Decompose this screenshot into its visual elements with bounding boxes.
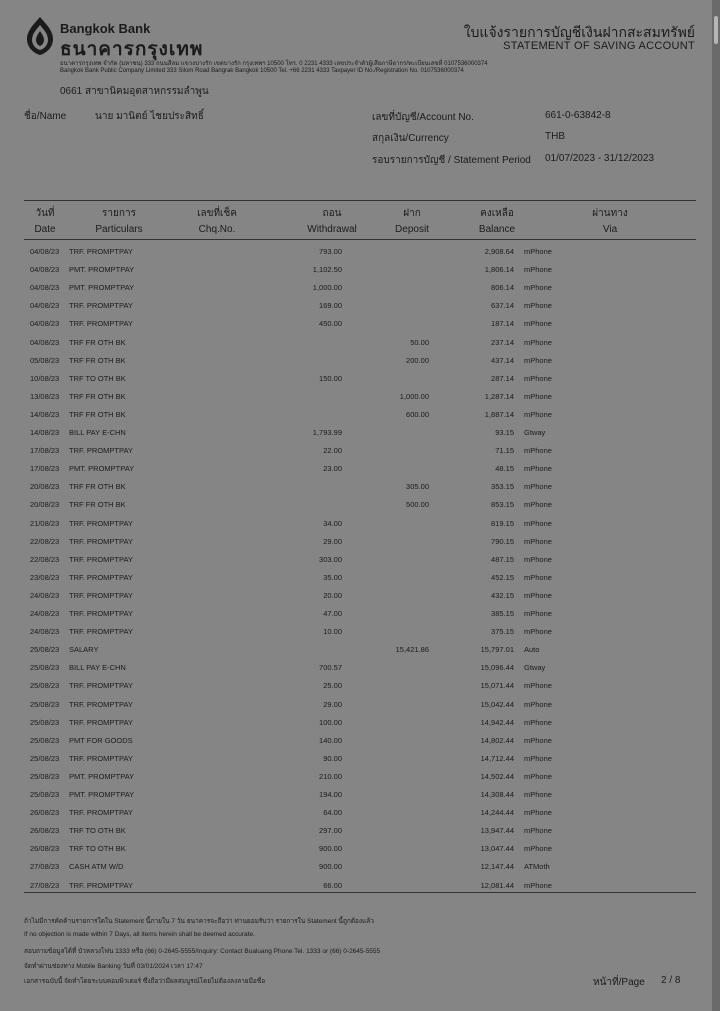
txn-balance: 287.14	[491, 373, 514, 383]
txn-balance: 432.15	[491, 590, 514, 600]
page-number: 2 / 8	[661, 975, 681, 986]
txn-particulars: TRF FR OTH BK	[69, 482, 126, 492]
bank-address-th: ธนาคารกรุงเทพ จำกัด (มหาชน) 333 ถนนสีลม แขวงบางรัก เขตบางรัก กรุงเทพฯ 10500 โทร. 0 2231 4333 เลขประจำตัวผู้เสียภาษีอากร/ทะเบียนเลขที่ 0107536000374	[60, 61, 488, 67]
txn-via: mPhone	[524, 717, 552, 727]
table-row	[0, 406, 712, 424]
bank-name-th: ธนาคารกรุงเทพ	[60, 39, 204, 60]
txn-date: 04/08/23	[30, 319, 60, 329]
table-header-rule	[24, 239, 696, 240]
txn-date: 20/08/23	[30, 500, 60, 510]
txn-particulars: CASH ATM W/D	[69, 862, 124, 872]
txn-date: 25/08/23	[30, 663, 60, 673]
table-row	[0, 605, 712, 623]
txn-deposit: 200.00	[406, 355, 429, 365]
txn-particulars: TRF. PROMPTPAY	[69, 699, 133, 709]
footer-printed: จัดทำผ่านช่องทาง Mobile Banking วันที่ 03/01/2024 เวลา 17:47	[24, 963, 203, 970]
txn-withdrawal: 34.00	[323, 518, 342, 528]
txn-date: 17/08/23	[30, 464, 60, 474]
txn-balance: 853.15	[491, 500, 514, 510]
table-row	[0, 659, 712, 677]
txn-withdrawal: 29.00	[323, 699, 342, 709]
txn-date: 25/08/23	[30, 753, 60, 763]
txn-via: Auto	[524, 645, 540, 655]
txn-particulars: TRF FR OTH BK	[69, 337, 126, 347]
table-row	[0, 587, 712, 605]
txn-particulars: TRF. PROMPTPAY	[69, 247, 133, 256]
col-particulars-th: รายการ	[102, 208, 136, 219]
txn-via: mPhone	[524, 391, 552, 401]
footer-note-en: If no objection is made within 7 Days, all items herein shall be deemed accurate.	[24, 931, 255, 938]
txn-withdrawal: 25.00	[323, 681, 342, 691]
txn-via: mPhone	[524, 681, 552, 691]
txn-withdrawal: 140.00	[319, 735, 342, 745]
txn-withdrawal: 66.00	[323, 880, 342, 890]
txn-particulars: TRF. PROMPTPAY	[69, 681, 133, 691]
txn-balance: 806.14	[491, 283, 514, 293]
txn-particulars: TRF. PROMPTPAY	[69, 319, 133, 329]
txn-date: 14/08/23	[30, 409, 60, 419]
txn-balance: 2,908.64	[484, 247, 514, 256]
txn-date: 05/08/23	[30, 355, 60, 365]
txn-withdrawal: 210.00	[319, 771, 342, 781]
txn-date: 24/08/23	[30, 609, 60, 618]
txn-particulars: PMT. PROMPTPAY	[69, 283, 135, 293]
txn-balance: 437.14	[491, 355, 514, 365]
name-value: นาย มานิตย์ ไชยประสิทธิ์	[95, 111, 204, 122]
txn-particulars: TRF. PROMPTPAY	[69, 753, 133, 763]
txn-via: mPhone	[524, 826, 552, 836]
txn-via: mPhone	[524, 500, 552, 510]
txn-via: mPhone	[524, 355, 552, 365]
txn-particulars: PMT FOR GOODS	[69, 735, 133, 745]
bangkok-bank-logo-icon	[24, 16, 56, 56]
table-row	[0, 696, 712, 714]
txn-date: 26/08/23	[30, 844, 60, 854]
bank-name-en: Bangkok Bank	[60, 21, 151, 36]
txn-via: mPhone	[524, 844, 552, 854]
scrollbar-thumb[interactable]	[714, 16, 718, 44]
txn-date: 24/08/23	[30, 627, 60, 637]
table-row	[0, 533, 712, 551]
txn-date: 04/08/23	[30, 301, 60, 311]
txn-particulars: TRF. PROMPTPAY	[69, 536, 133, 546]
txn-withdrawal: 150.00	[319, 373, 342, 383]
txn-particulars: TRF. PROMPTPAY	[69, 880, 133, 890]
txn-withdrawal: 35.00	[323, 572, 342, 582]
txn-date: 26/08/23	[30, 808, 60, 818]
txn-balance: 487.15	[491, 554, 514, 564]
txn-balance: 237.14	[491, 337, 514, 347]
txn-withdrawal: 10.00	[323, 627, 342, 637]
txn-withdrawal: 90.00	[323, 753, 342, 763]
table-row	[0, 750, 712, 768]
txn-withdrawal: 64.00	[323, 808, 342, 818]
txn-via: mPhone	[524, 409, 552, 419]
col-particulars-en: Particulars	[95, 224, 143, 235]
txn-balance: 790.15	[491, 536, 514, 546]
txn-particulars: TRF. PROMPTPAY	[69, 717, 133, 727]
txn-date: 25/08/23	[30, 735, 60, 745]
txn-balance: 14,502.44	[480, 771, 514, 781]
table-row	[0, 858, 712, 876]
txn-particulars: TRF TO OTH BK	[69, 844, 126, 854]
txn-particulars: TRF. PROMPTPAY	[69, 808, 133, 818]
txn-via: mPhone	[524, 319, 552, 329]
txn-date: 23/08/23	[30, 572, 60, 582]
txn-date: 27/08/23	[30, 880, 60, 890]
txn-particulars: PMT. PROMPTPAY	[69, 790, 135, 799]
txn-balance: 353.15	[491, 482, 514, 492]
col-date-en: Date	[34, 224, 56, 235]
txn-particulars: TRF FR OTH BK	[69, 409, 126, 419]
txn-date: 21/08/23	[30, 518, 60, 528]
txn-deposit: 50.00	[410, 337, 429, 347]
txn-balance: 819.15	[491, 518, 514, 528]
txn-balance: 93.15	[495, 428, 514, 437]
txn-date: 24/08/23	[30, 590, 60, 600]
table-row	[0, 551, 712, 569]
txn-withdrawal: 20.00	[323, 590, 342, 600]
txn-via: mPhone	[524, 572, 552, 582]
txn-balance: 14,712.44	[480, 753, 514, 763]
table-row	[0, 840, 712, 858]
txn-via: mPhone	[524, 518, 552, 528]
table-row	[0, 388, 712, 406]
txn-via: mPhone	[524, 771, 552, 781]
footer-disclaimer: เอกสารฉบับนี้ จัดทำโดยระบบคอมพิวเตอร์ ซึ่งถือว่ามีผลสมบูรณ์โดยไม่ต้องลงลายมือชื่อ	[24, 978, 266, 985]
name-label: ชื่อ/Name	[24, 111, 67, 122]
table-row	[0, 352, 712, 370]
table-row	[0, 243, 712, 261]
txn-balance: 14,244.44	[480, 808, 514, 818]
txn-date: 25/08/23	[30, 717, 60, 727]
statement-title-en: STATEMENT OF SAVING ACCOUNT	[503, 40, 695, 52]
txn-via: mPhone	[524, 536, 552, 546]
txn-date: 04/08/23	[30, 283, 60, 293]
txn-particulars: BILL PAY E-CHN	[69, 663, 126, 673]
txn-date: 25/08/23	[30, 771, 60, 781]
col-date-th: วันที่	[35, 208, 55, 219]
txn-withdrawal: 194.00	[319, 790, 342, 799]
txn-withdrawal: 169.00	[319, 301, 342, 311]
txn-via: Gtway	[524, 663, 546, 673]
page-label: หน้าที่/Page	[593, 977, 645, 988]
txn-via: mPhone	[524, 373, 552, 383]
table-row	[0, 460, 712, 478]
period-label: รอบรายการบัญชี / Statement Period	[372, 155, 531, 166]
txn-balance: 452.15	[491, 572, 514, 582]
txn-balance: 14,308.44	[480, 790, 514, 799]
table-row	[0, 370, 712, 388]
txn-balance: 1,806.14	[484, 265, 514, 275]
txn-particulars: PMT. PROMPTPAY	[69, 265, 135, 275]
txn-balance: 13,947.44	[480, 826, 514, 836]
txn-date: 25/08/23	[30, 699, 60, 709]
account-number-label: เลขที่บัญชี/Account No.	[372, 112, 474, 123]
txn-withdrawal: 297.00	[319, 826, 342, 836]
txn-via: ATMoth	[524, 862, 550, 872]
txn-deposit: 500.00	[406, 500, 429, 510]
txn-balance: 187.14	[491, 319, 514, 329]
txn-particulars: TRF. PROMPTPAY	[69, 301, 133, 311]
txn-particulars: TRF TO OTH BK	[69, 826, 126, 836]
txn-withdrawal: 303.00	[319, 554, 342, 564]
txn-balance: 385.15	[491, 609, 514, 618]
txn-particulars: TRF. PROMPTPAY	[69, 446, 133, 456]
txn-withdrawal: 47.00	[323, 609, 342, 618]
table-row	[0, 424, 712, 442]
account-number-value: 661-0-63842-8	[545, 110, 611, 121]
txn-deposit: 600.00	[406, 409, 429, 419]
table-row	[0, 261, 712, 279]
table-row	[0, 515, 712, 533]
txn-date: 25/08/23	[30, 681, 60, 691]
table-row	[0, 442, 712, 460]
txn-withdrawal: 1,000.00	[312, 283, 342, 293]
txn-date: 22/08/23	[30, 554, 60, 564]
txn-particulars: TRF FR OTH BK	[69, 355, 126, 365]
txn-date: 26/08/23	[30, 826, 60, 836]
col-via-en: Via	[602, 224, 618, 235]
txn-via: mPhone	[524, 699, 552, 709]
table-row	[0, 822, 712, 840]
txn-via: mPhone	[524, 446, 552, 456]
table-top-rule	[24, 200, 696, 201]
txn-via: mPhone	[524, 482, 552, 492]
txn-particulars: TRF. PROMPTPAY	[69, 572, 133, 582]
txn-date: 20/08/23	[30, 482, 60, 492]
txn-balance: 12,147.44	[480, 862, 514, 872]
footer-note-th: ถ้าไม่มีการคัดค้านรายการใดใน Statement นี้ภายใน 7 วัน ธนาคารจะถือว่า ท่านยอมรับว่า รายการใน Statement นี้ถูกต้องแล้ว	[24, 918, 374, 925]
txn-balance: 15,042.44	[480, 699, 514, 709]
table-row	[0, 641, 712, 659]
table-row	[0, 334, 712, 352]
txn-balance: 15,071.44	[480, 681, 514, 691]
table-row	[0, 315, 712, 333]
table-row	[0, 677, 712, 695]
col-withdrawal-th: ถอน	[322, 208, 342, 219]
col-balance-th: คงเหลือ	[480, 208, 514, 219]
txn-withdrawal: 23.00	[323, 464, 342, 474]
txn-withdrawal: 700.57	[319, 663, 342, 673]
col-deposit-en: Deposit	[395, 224, 429, 235]
table-row	[0, 496, 712, 514]
txn-via: mPhone	[524, 590, 552, 600]
table-row	[0, 623, 712, 641]
footer-contact: สอบถามข้อมูลได้ที่ บัวหลวงโฟน 1333 หรือ (66) 0-2645-5555/Inquiry: Contact Bualuang Phone Tel. 1333 or (66) 0-2645-5555	[24, 948, 381, 955]
txn-withdrawal: 900.00	[319, 862, 342, 872]
txn-particulars: TRF FR OTH BK	[69, 500, 126, 510]
txn-withdrawal: 100.00	[319, 717, 342, 727]
txn-via: mPhone	[524, 808, 552, 818]
txn-via: mPhone	[524, 265, 552, 275]
statement-title-th: ใบแจ้งรายการบัญชีเงินฝากสะสมทรัพย์	[463, 24, 695, 40]
txn-withdrawal: 450.00	[319, 319, 342, 329]
txn-date: 27/08/23	[30, 862, 60, 872]
txn-date: 10/08/23	[30, 373, 60, 383]
txn-date: 04/08/23	[30, 337, 60, 347]
txn-date: 04/08/23	[30, 247, 60, 256]
txn-via: mPhone	[524, 464, 552, 474]
txn-via: mPhone	[524, 301, 552, 311]
txn-balance: 15,797.01	[480, 645, 514, 655]
txn-via: mPhone	[524, 880, 552, 890]
txn-via: mPhone	[524, 337, 552, 347]
txn-particulars: TRF. PROMPTPAY	[69, 554, 133, 564]
txn-balance: 12,081.44	[480, 880, 514, 890]
scrollbar-track[interactable]	[712, 0, 720, 1011]
txn-balance: 1,887.14	[484, 409, 514, 419]
txn-withdrawal: 29.00	[323, 536, 342, 546]
txn-particulars: TRF. PROMPTPAY	[69, 627, 133, 637]
txn-via: Gtway	[524, 428, 546, 437]
txn-particulars: BILL PAY E-CHN	[69, 428, 126, 437]
table-row	[0, 297, 712, 315]
branch-name: 0661 สาขานิคมอุตสาหกรรมลำพูน	[60, 86, 209, 97]
table-row	[0, 279, 712, 297]
txn-particulars: PMT. PROMPTPAY	[69, 464, 135, 474]
currency-value: THB	[545, 131, 565, 142]
col-balance-en: Balance	[478, 224, 516, 235]
table-row	[0, 786, 712, 804]
txn-date: 25/08/23	[30, 790, 60, 799]
txn-date: 13/08/23	[30, 391, 60, 401]
txn-particulars: PMT. PROMPTPAY	[69, 771, 135, 781]
col-via-th: ผ่านทาง	[592, 208, 628, 219]
txn-balance: 14,802.44	[480, 735, 514, 745]
txn-particulars: TRF FR OTH BK	[69, 391, 126, 401]
txn-balance: 48.15	[495, 464, 514, 474]
bank-address-en: Bangkok Bank Public Company Limited 333 Silom Road Bangrak Bangkok 10500 Tel. +66 2231 4333 Taxpayer ID No./Registration No. 0107536000374	[60, 68, 464, 74]
txn-withdrawal: 1,793.99	[312, 428, 342, 437]
txn-via: mPhone	[524, 790, 552, 799]
col-chq-en: Chq.No.	[198, 224, 236, 235]
table-row	[0, 804, 712, 822]
txn-balance: 1,287.14	[484, 391, 514, 401]
table-row	[0, 569, 712, 587]
table-bottom-rule	[24, 892, 696, 893]
txn-deposit: 1,000.00	[399, 391, 429, 401]
table-row	[0, 732, 712, 750]
txn-particulars: TRF. PROMPTPAY	[69, 590, 133, 600]
txn-via: mPhone	[524, 554, 552, 564]
col-chq-th: เลขที่เช็ค	[197, 208, 237, 219]
txn-date: 25/08/23	[30, 645, 60, 655]
col-withdrawal-en: Withdrawal	[307, 224, 357, 235]
txn-date: 04/08/23	[30, 265, 60, 275]
txn-balance: 375.15	[491, 627, 514, 637]
txn-deposit: 15,421.86	[395, 645, 429, 655]
txn-date: 22/08/23	[30, 536, 60, 546]
txn-via: mPhone	[524, 735, 552, 745]
txn-balance: 637.14	[491, 301, 514, 311]
txn-date: 17/08/23	[30, 446, 60, 456]
table-row	[0, 768, 712, 786]
col-deposit-th: ฝาก	[403, 208, 421, 219]
txn-deposit: 305.00	[406, 482, 429, 492]
txn-balance: 13,047.44	[480, 844, 514, 854]
txn-via: mPhone	[524, 627, 552, 637]
txn-particulars: TRF. PROMPTPAY	[69, 518, 133, 528]
txn-withdrawal: 900.00	[319, 844, 342, 854]
table-row	[0, 478, 712, 496]
txn-withdrawal: 793.00	[319, 247, 342, 256]
txn-balance: 15,096.44	[480, 663, 514, 673]
txn-via: mPhone	[524, 247, 552, 256]
txn-date: 14/08/23	[30, 428, 60, 437]
table-row	[0, 714, 712, 732]
txn-particulars: TRF. PROMPTPAY	[69, 609, 133, 618]
period-value: 01/07/2023 - 31/12/2023	[545, 153, 654, 164]
txn-via: mPhone	[524, 753, 552, 763]
txn-via: mPhone	[524, 609, 552, 618]
txn-withdrawal: 1,102.50	[312, 265, 342, 275]
txn-particulars: TRF TO OTH BK	[69, 373, 126, 383]
txn-balance: 71.15	[495, 446, 514, 456]
txn-via: mPhone	[524, 283, 552, 293]
txn-particulars: SALARY	[69, 645, 99, 655]
txn-withdrawal: 22.00	[323, 446, 342, 456]
currency-label: สกุลเงิน/Currency	[372, 133, 449, 144]
txn-balance: 14,942.44	[480, 717, 514, 727]
